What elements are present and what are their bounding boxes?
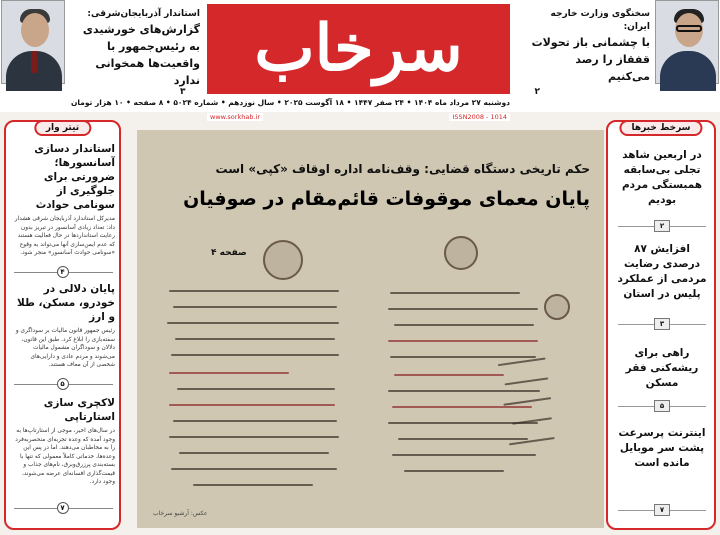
right-item-page-number: ۵ bbox=[654, 400, 670, 412]
lead-left[interactable] bbox=[70, 8, 200, 97]
logo-text: سرخاب bbox=[254, 11, 463, 86]
left-item-title: استاندار دسازی آسانسورها؛ ضرورتی برای جلوگیری از سونامی حوادث bbox=[34, 143, 115, 211]
headlines-tab: سرخط خبرها bbox=[619, 120, 702, 136]
issn: ISSN2008 - 1014 bbox=[449, 113, 510, 121]
right-item-page-number: ۳ bbox=[654, 318, 670, 330]
dateline: دوشنبه ۲۷ مرداد ماه ۱۴۰۴ • ۲۴ صفر ۱۴۴۷ • ۱۸ آگوست ۲۰۲۵ • سال نوزدهم • شماره ۵۰۲۴ • ۸ صفحه • ۱۰ هزار تومان bbox=[70, 98, 510, 107]
feature-page-ref: صفحه ۴ bbox=[211, 248, 247, 258]
titles-tab: تیتر وار bbox=[34, 120, 91, 136]
right-item-page-number: ۷ bbox=[654, 504, 670, 516]
website-url[interactable]: www.sorkhab.ir bbox=[207, 113, 263, 121]
newspaper-logo[interactable] bbox=[207, 4, 510, 94]
right-item-title: راهی برای ریشه‌کنی فقر مسکن bbox=[625, 347, 699, 389]
left-item-body: رئیس جمهور قانون مالیات بر سوداگری و سفته‌بازی را ابلاغ کرد. طبق این قانون، دلالان و سوداگران مشمول مالیات می‌شوند و مردم عادی و دارایی‌های شخصی از آن معاف هستند. bbox=[15, 328, 115, 368]
left-item-title: لاکچری سازی استارتاپی bbox=[43, 397, 115, 423]
left-item-startups[interactable] bbox=[12, 396, 115, 487]
left-item-dealers[interactable] bbox=[12, 282, 115, 370]
left-item-page-number: ۵ bbox=[57, 378, 69, 390]
headlines-column bbox=[606, 120, 716, 530]
left-item-body: در سال‌های اخیر، موجی از استارتاپ‌ها به وجود آمده که وعده تجربه‌ای منحصربه‌فرد را به مخاطبان می‌دهند. اما در پس این وعده‌ها، خدماتی کاملاً معمولی که تنها با بسته‌بندی پرزرق‌وبرق، نام‌های جذاب و قیمت‌گذاری افسانه‌ای عرضه می‌شوند، وجود دارد. bbox=[15, 428, 115, 485]
manuscript-left-page bbox=[163, 280, 349, 505]
left-item-title: پایان دلالی در خودرو، مسکن، طلا و ارز bbox=[16, 283, 115, 323]
right-item-title: اینترنت پرسرعت پشت سر موبایل مانده است bbox=[618, 427, 706, 469]
feature-kicker: حکم تاریخی دستگاه قضایی: وقف‌نامه اداره اوقاف «کپی» است bbox=[215, 162, 590, 176]
right-item-police[interactable] bbox=[614, 242, 710, 302]
photo-caption: عکس: آرشیو سرخاب bbox=[153, 510, 208, 517]
url-line bbox=[207, 112, 510, 122]
left-item-page-number: ۷ bbox=[57, 502, 69, 514]
right-item-internet[interactable] bbox=[614, 426, 710, 471]
right-item-housing[interactable] bbox=[614, 346, 710, 391]
portrait-spokesman bbox=[655, 0, 719, 84]
lead-right-title: با چشمانی باز تحولات قفقاز را رصد می‌کنیم bbox=[531, 36, 650, 83]
left-item-body: مدیرکل استاندارد آذربایجان شرقی هشدار داد: تعداد زیادی آسانسور در تبریز بدون رعایت استانداردها در حال فعالیت هستند که عدم ایمن‌سازی آنها می‌تواند به وقوع «سونامی حوادث آسانسور» منجر شود. bbox=[14, 216, 115, 256]
feature-story[interactable] bbox=[137, 130, 604, 528]
lead-right-kicker: سخنگوی وزارت خارجه ایران: bbox=[550, 9, 650, 32]
right-item-title: افزایش ۸۷ درصدی رضایت مردمی از عملکرد پلیس در استان bbox=[617, 243, 707, 300]
lead-left-kicker: استاندار آذربایجان‌شرقی: bbox=[87, 9, 200, 19]
left-item-page-number: ۴ bbox=[57, 266, 69, 278]
feature-headline: پایان معمای موقوفات قائم‌مقام در صوفیان bbox=[183, 188, 590, 210]
lead-right-page: ۲ bbox=[534, 87, 540, 97]
right-item-title: در اربعین شاهد تجلی بی‌سابقه همبستگی مردم بودیم bbox=[621, 149, 703, 206]
lead-left-page: ۳ bbox=[180, 87, 186, 97]
left-item-elevators[interactable] bbox=[12, 142, 115, 258]
right-item-page-number: ۲ bbox=[654, 220, 670, 232]
titles-column bbox=[4, 120, 121, 530]
portrait-governor bbox=[1, 0, 65, 84]
masthead bbox=[0, 0, 720, 121]
lead-right[interactable] bbox=[530, 8, 650, 97]
lead-left-title: گزارش‌های خورشیدی به رئیس‌جمهور با واقعیت‌ها همخوانی ندارد bbox=[82, 23, 200, 87]
right-item-arbaeen[interactable] bbox=[614, 148, 710, 208]
